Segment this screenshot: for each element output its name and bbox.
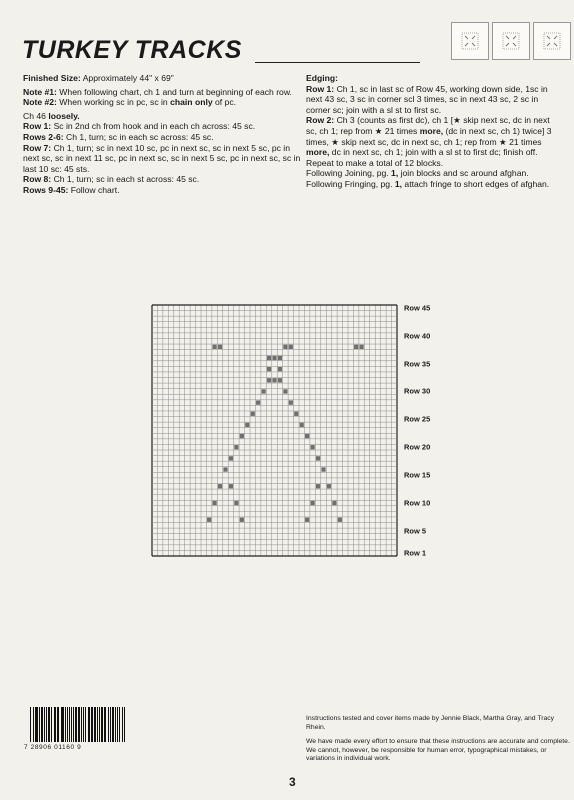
barcode-bar [39,707,40,742]
barcode-bar [41,707,43,742]
note-2: Note #2: When working sc in pc, sc in chain only of pc. [23,97,237,108]
fringing-instruction: Following Fringing, pg. 1, attach fringe to short edges of afghan. [306,178,550,189]
barcode-bar [101,707,102,742]
title-rule [255,62,420,63]
row-label: Row 5 [404,526,427,536]
pattern-stitch [256,400,260,404]
pattern-stitch [305,518,309,522]
pattern-stitch [234,445,238,449]
instructions-left-column [23,73,301,196]
row-label: Row 40 [404,331,431,341]
barcode-bar [89,707,90,742]
pattern-stitch [207,518,211,522]
barcode-bar [36,707,37,742]
barcode-bar [62,707,63,742]
barcode-bar [67,707,68,742]
chain-instruction: Ch 46 loosely. [23,110,80,121]
pattern-stitch [240,518,244,522]
pattern-stitch [316,456,320,460]
pattern-stitch [245,423,249,427]
barcode-bar [61,707,62,742]
barcode-bar [119,707,120,742]
credits-testers: Instructions tested and cover items made by Jennie Black, Martha Gray, and Tracy Rhein. [306,715,555,731]
pattern-stitch [240,434,244,438]
edging-heading: Edging: [306,73,338,83]
row-label: Row 35 [404,359,431,369]
pattern-stitch [332,501,336,505]
pattern-stitch [218,484,222,488]
row-7-instruction: Row 7: Ch 1, turn; sc in next 10 sc, pc in next sc, sc in next 5 sc, pc in next sc, sc in next 11 sc, pc in next sc, sc in next 5 sc, pc in next sc, sc in last 10 sc: 45 sts. [23,142,301,174]
joining-instruction: Following Joining, pg. 1, join blocks and sc around afghan. [306,168,529,179]
barcode-bar [46,707,47,742]
barcode-bar [105,707,106,742]
barcode-bar [57,707,59,742]
pattern-stitch [321,467,325,471]
pattern-stitch [212,501,216,505]
pattern-stitch [283,389,287,393]
pattern-stitch [338,518,342,522]
pattern-stitch [294,412,298,416]
page-title: TURKEY TRACKS [22,36,242,64]
pattern-stitch [327,484,331,488]
barcode-bar [85,707,86,742]
barcode-bar [71,707,72,742]
barcode-bar [104,707,105,742]
credits-disclaimer: We have made every effort to ensure that these instructions are accurate and complete. We cannot, however, be responsible for human error, typographical mistakes, or variations in individual work. [306,738,570,763]
barcode-bar [122,707,123,742]
block-thumbnail-1 [451,22,489,60]
pattern-stitch [229,456,233,460]
pattern-stitch [229,484,233,488]
barcode [30,707,126,742]
barcode-bar [124,707,125,742]
instructions-right-column [306,73,556,190]
pattern-stitch [278,367,282,371]
finished-size: Finished Size: Approximately 44" x 69" [23,73,174,83]
barcode-bar [69,707,70,742]
barcode-digits: 7 28906 01160 9 [24,744,82,751]
barcode-bar [91,707,92,742]
block-thumbnail-2 [492,22,530,60]
pattern-stitch [272,378,276,382]
credits [306,715,570,770]
page-number: 3 [289,775,296,789]
row-label: Row 20 [404,442,431,452]
row-1-instruction: Row 1: Sc in 2nd ch from hook and in each ch across: 45 sc. [23,121,256,132]
barcode-bar [51,707,52,742]
block-thumbnail-3 [533,22,571,60]
row-label: Row 45 [404,303,431,313]
pattern-stitch [272,356,276,360]
rows-9-45-instruction: Rows 9-45: Follow chart. [23,184,120,195]
pattern-stitch [310,445,314,449]
row-label: Row 25 [404,414,431,424]
barcode-bar [75,707,77,742]
row-label: Row 30 [404,386,431,396]
edging-row-1: Row 1: Ch 1, sc in last sc of Row 45, working down side, 1sc in next 43 sc, 3 sc in corner scl 3 times, sc in next 43 sc, 2 sc in corner sc; join with a sl st to first sc. [306,83,548,115]
pattern-chart [151,304,398,557]
barcode-bar [81,707,82,742]
turkey-track-thumb-icon [460,31,480,51]
pattern-stitch [305,434,309,438]
edging-row-2: Row 2: Ch 3 (counts as first dc), ch 1 [★ skip next sc, dc in next sc, ch 1; rep from ★ 21 times more, (dc in next sc, ch 1) twice] 3 times, ★ skip next sc, dc in next sc, ch 1; rep from ★ 21 times more, dc in next sc, ch 1; join with a sl st to first dc; finish off. [306,115,552,158]
barcode-bar [115,707,116,742]
pattern-stitch [289,345,293,349]
pattern-stitch [267,378,271,382]
barcode-bar [48,707,49,742]
row-8-instruction: Row 8: Ch 1, turn; sc in each st across: 45 sc. [23,174,200,185]
barcode-bar [108,707,109,742]
pattern-stitch [354,345,358,349]
pattern-stitch [289,400,293,404]
barcode-bar [78,707,79,742]
barcode-bar [88,707,89,742]
rows-2-6-instruction: Rows 2-6: Ch 1, turn; sc in each sc across: 45 sc. [23,131,214,142]
pattern-stitch [261,389,265,393]
barcode-bar [117,707,118,742]
row-label: Row 10 [404,498,431,508]
barcode-bar [83,707,84,742]
pattern-stitch [234,501,238,505]
pattern-stitch [267,367,271,371]
barcode-bar [94,707,96,742]
pattern-stitch [212,345,216,349]
pattern-stitch [278,378,282,382]
pattern-stitch [267,356,271,360]
barcode-bar [55,707,56,742]
barcode-bar [35,707,36,742]
barcode-bar [65,707,66,742]
row-label: Row 1 [404,548,427,558]
barcode-bar [73,707,74,742]
row-label: Row 15 [404,470,431,480]
pattern-stitch [283,345,287,349]
pattern-stitch [310,501,314,505]
barcode-bar [44,707,45,742]
pattern-stitch [300,423,304,427]
pattern-stitch [278,356,282,360]
pattern-stitch [218,345,222,349]
pattern-stitch [223,467,227,471]
barcode-bar [99,707,100,742]
barcode-bar [110,707,111,742]
pattern-stitch [316,484,320,488]
barcode-bar [33,707,34,742]
pattern-stitch [251,412,255,416]
turkey-track-thumb-icon [501,31,521,51]
barcode-bar [112,707,114,742]
barcode-bar [54,707,55,742]
pattern-stitch [359,345,363,349]
repeat-instruction: Repeat to make a total of 12 blocks. [306,157,444,168]
note-1: Note #1: When following chart, ch 1 and turn at beginning of each row. [23,86,292,97]
barcode-bar [97,707,98,742]
barcode-bar [30,707,31,742]
turkey-track-thumb-icon [542,31,562,51]
